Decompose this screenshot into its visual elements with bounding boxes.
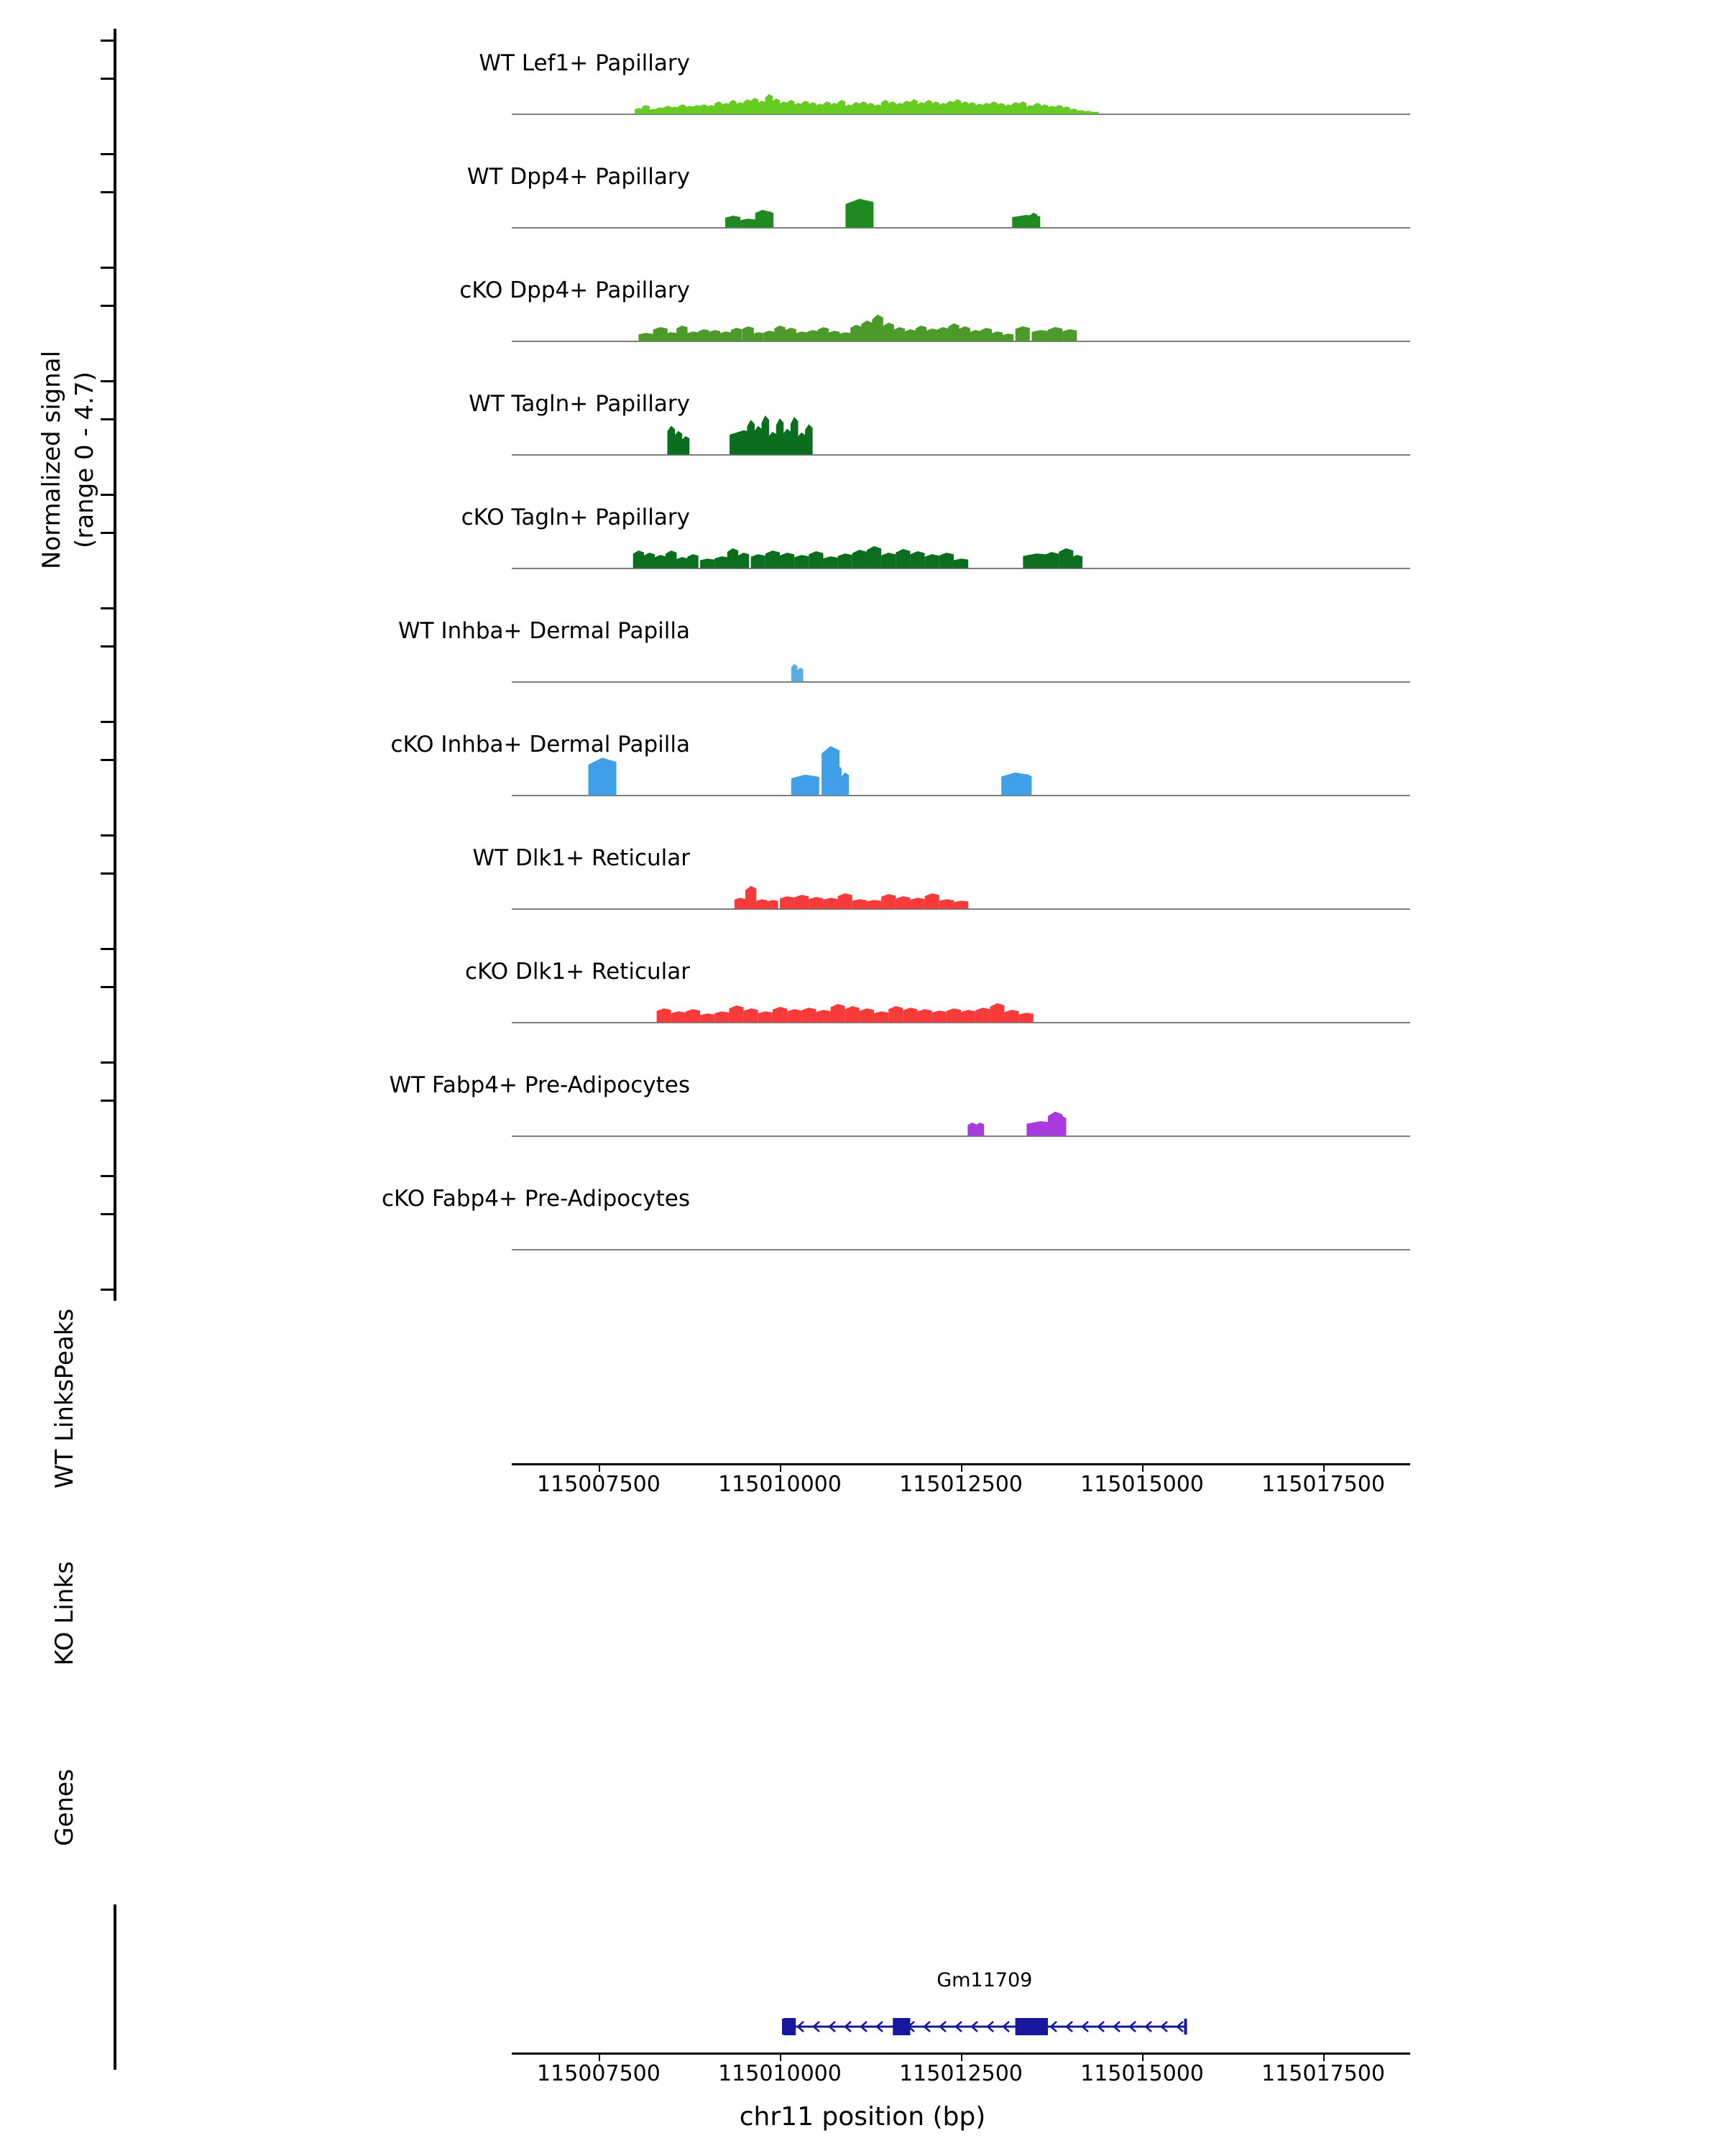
y-axis-label-line2 xyxy=(70,101,99,819)
track-signal xyxy=(512,45,1410,116)
track-axis-tick xyxy=(101,721,115,723)
track-signal xyxy=(512,726,1410,798)
track-signal xyxy=(512,1067,1410,1138)
track-axis-tick xyxy=(101,40,115,42)
x-axis-tick xyxy=(961,2055,962,2061)
track-signal xyxy=(512,839,1410,911)
track-label: cKO Dlk1+ Reticular xyxy=(465,959,690,985)
track-label: cKO Inhba+ Dermal Papilla xyxy=(390,732,690,757)
x-axis-tick xyxy=(1323,2055,1325,2061)
track-axis-tick xyxy=(101,153,115,155)
track-axis-spine xyxy=(114,29,116,1301)
x-axis-title-text: chr11 position (bp) xyxy=(739,2102,986,2132)
gene-model xyxy=(776,2012,1192,2041)
track-label: WT Dlk1+ Reticular xyxy=(472,845,690,871)
x-axis-tick xyxy=(780,2055,781,2061)
gene-name-label: Gm11709 xyxy=(937,1969,1033,1991)
track-label: cKO Tagln+ Papillary xyxy=(461,505,690,530)
track-axis-tick xyxy=(101,834,115,837)
x-axis-tick-label: 115017500 xyxy=(1261,1472,1385,1497)
track-axis-tick xyxy=(101,645,115,648)
genes-label-text: Genes xyxy=(50,1769,79,1846)
track-axis-tick xyxy=(101,494,115,496)
track-signal xyxy=(512,272,1410,344)
x-axis-tick xyxy=(1142,1465,1144,1472)
track-label: cKO Dpp4+ Papillary xyxy=(459,277,690,303)
y-axis-range-text: (range 0 - 4.7) xyxy=(70,372,99,548)
x-axis-tick-label: 115015000 xyxy=(1080,1472,1204,1497)
track-axis-tick xyxy=(101,759,115,761)
x-axis-title xyxy=(503,2102,1222,2132)
track-axis-tick xyxy=(101,191,115,193)
track-axis-tick xyxy=(101,1100,115,1102)
x-axis-tick xyxy=(961,1465,962,1472)
track-axis-tick xyxy=(101,1213,115,1215)
track-baseline xyxy=(512,1249,1410,1250)
section-label-ko-links xyxy=(50,1502,79,1725)
track-axis-tick xyxy=(101,267,115,269)
track-label: cKO Fabp4+ Pre-Adipocytes xyxy=(382,1186,690,1212)
x-axis-tick-label: 115010000 xyxy=(718,1472,842,1497)
track-axis-tick xyxy=(101,986,115,988)
x-axis-tick xyxy=(1142,2055,1144,2061)
track-signal xyxy=(512,612,1410,684)
track-axis-tick xyxy=(101,607,115,609)
x-axis-tick-label: 115012500 xyxy=(899,2061,1023,2086)
x-axis-tick-label: 115017500 xyxy=(1261,2061,1385,2086)
section-label-genes xyxy=(50,1714,79,1901)
track-label: WT Lef1+ Papillary xyxy=(479,50,690,76)
track-axis-tick xyxy=(101,78,115,80)
track-signal xyxy=(512,158,1410,230)
x-axis-tick xyxy=(599,1465,600,1472)
x-axis-tick xyxy=(1323,1465,1325,1472)
track-axis-tick xyxy=(101,872,115,875)
track-axis-tick xyxy=(101,418,115,420)
track-axis-tick xyxy=(101,1289,115,1291)
genes-axis-spine xyxy=(114,1904,116,2070)
track-axis-tick xyxy=(101,1175,115,1177)
track-label: WT Dpp4+ Papillary xyxy=(466,164,690,190)
track-label: WT Tagln+ Papillary xyxy=(469,391,690,417)
x-axis-tick-label: 115007500 xyxy=(537,2061,661,2086)
track-signal xyxy=(512,499,1410,571)
track-signal xyxy=(512,953,1410,1025)
x-axis-tick-label: 115012500 xyxy=(899,1472,1023,1497)
ko-links-label-text: KO Links xyxy=(50,1561,79,1666)
wt-links-label-text: WT Links xyxy=(50,1378,79,1489)
track-label: WT Fabp4+ Pre-Adipocytes xyxy=(389,1072,690,1098)
track-axis-tick xyxy=(101,1061,115,1064)
x-axis-tick xyxy=(599,2055,600,2061)
x-axis-tick-label: 115015000 xyxy=(1080,2061,1204,2086)
y-axis-label-line1 xyxy=(37,101,66,819)
x-axis-tick-label: 115010000 xyxy=(718,2061,842,2086)
track-axis-tick xyxy=(101,532,115,534)
peaks-label-text: Peaks xyxy=(50,1308,79,1380)
track-label: WT Inhba+ Dermal Papilla xyxy=(398,618,690,644)
x-axis-tick-label: 115007500 xyxy=(537,1472,661,1497)
y-axis-label-text: Normalized signal xyxy=(37,350,66,570)
x-axis-tick xyxy=(780,1465,781,1472)
track-axis-tick xyxy=(101,948,115,950)
track-signal xyxy=(512,385,1410,457)
track-axis-tick xyxy=(101,380,115,382)
track-axis-tick xyxy=(101,305,115,307)
